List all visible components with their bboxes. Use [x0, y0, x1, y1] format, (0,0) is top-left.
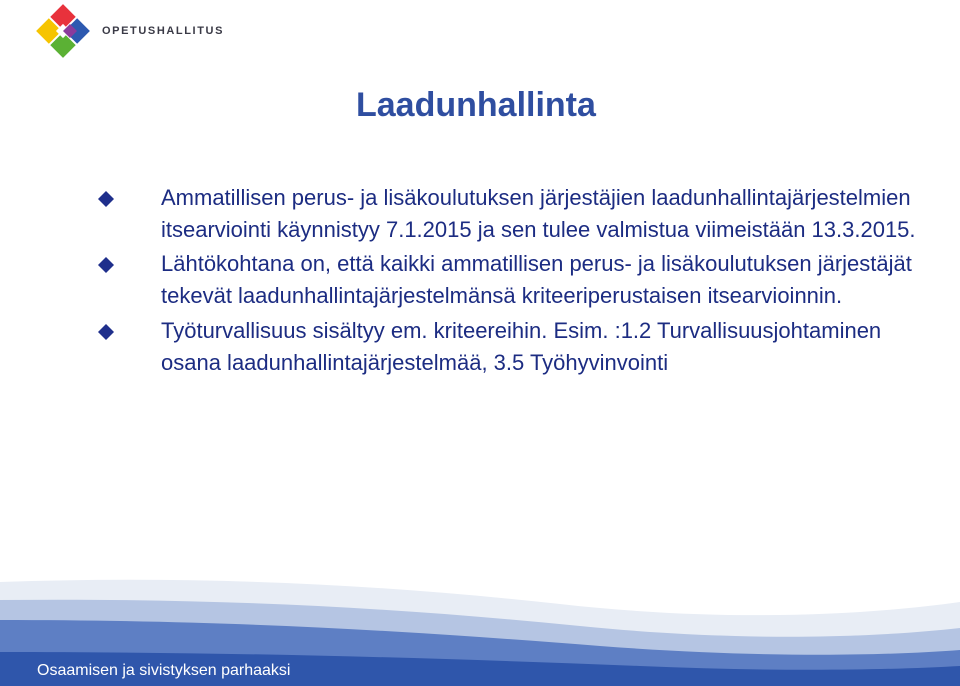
- diamond-bullet-icon: [96, 322, 116, 342]
- bullet-text: Ammatillisen perus- ja lisäkoulutuksen järjestäjien laadunhallintajärjestelmien itsearviointi käynnistyy 7.1.2015 ja sen tulee valmistua viimeistään 13.3.2015.: [161, 185, 916, 242]
- opetushallitus-logo: [36, 4, 224, 58]
- footer-band: [0, 576, 960, 686]
- diamond-bullet-icon: [96, 255, 116, 275]
- bullet-list: [96, 182, 926, 381]
- slide-title: Laadunhallinta: [356, 86, 596, 124]
- diamond-bullet-icon: [96, 189, 116, 209]
- bullet-item: [96, 182, 926, 245]
- bullet-text: Työturvallisuus sisältyy em. kriteereihin. Esim. :1.2 Turvallisuusjohtaminen osana laadunhallintajärjestelmää, 3.5 Työhyvinvointi: [161, 317, 882, 375]
- logo-mark-icon: [36, 4, 90, 58]
- footer-tagline: Osaamisen ja sivistyksen parhaaksi: [37, 662, 291, 679]
- bullet-text: Lähtökohtana on, että kaikki ammatillisen perus- ja lisäkoulutuksen järjestäjät tekevät laadunhallintajärjestelmänsä kriteeriperustaisen itsearvioinnin.: [161, 251, 912, 309]
- bullet-item: [96, 315, 926, 378]
- bullet-item: [96, 248, 926, 311]
- logo-text: OPETUSHALLITUS: [102, 25, 225, 37]
